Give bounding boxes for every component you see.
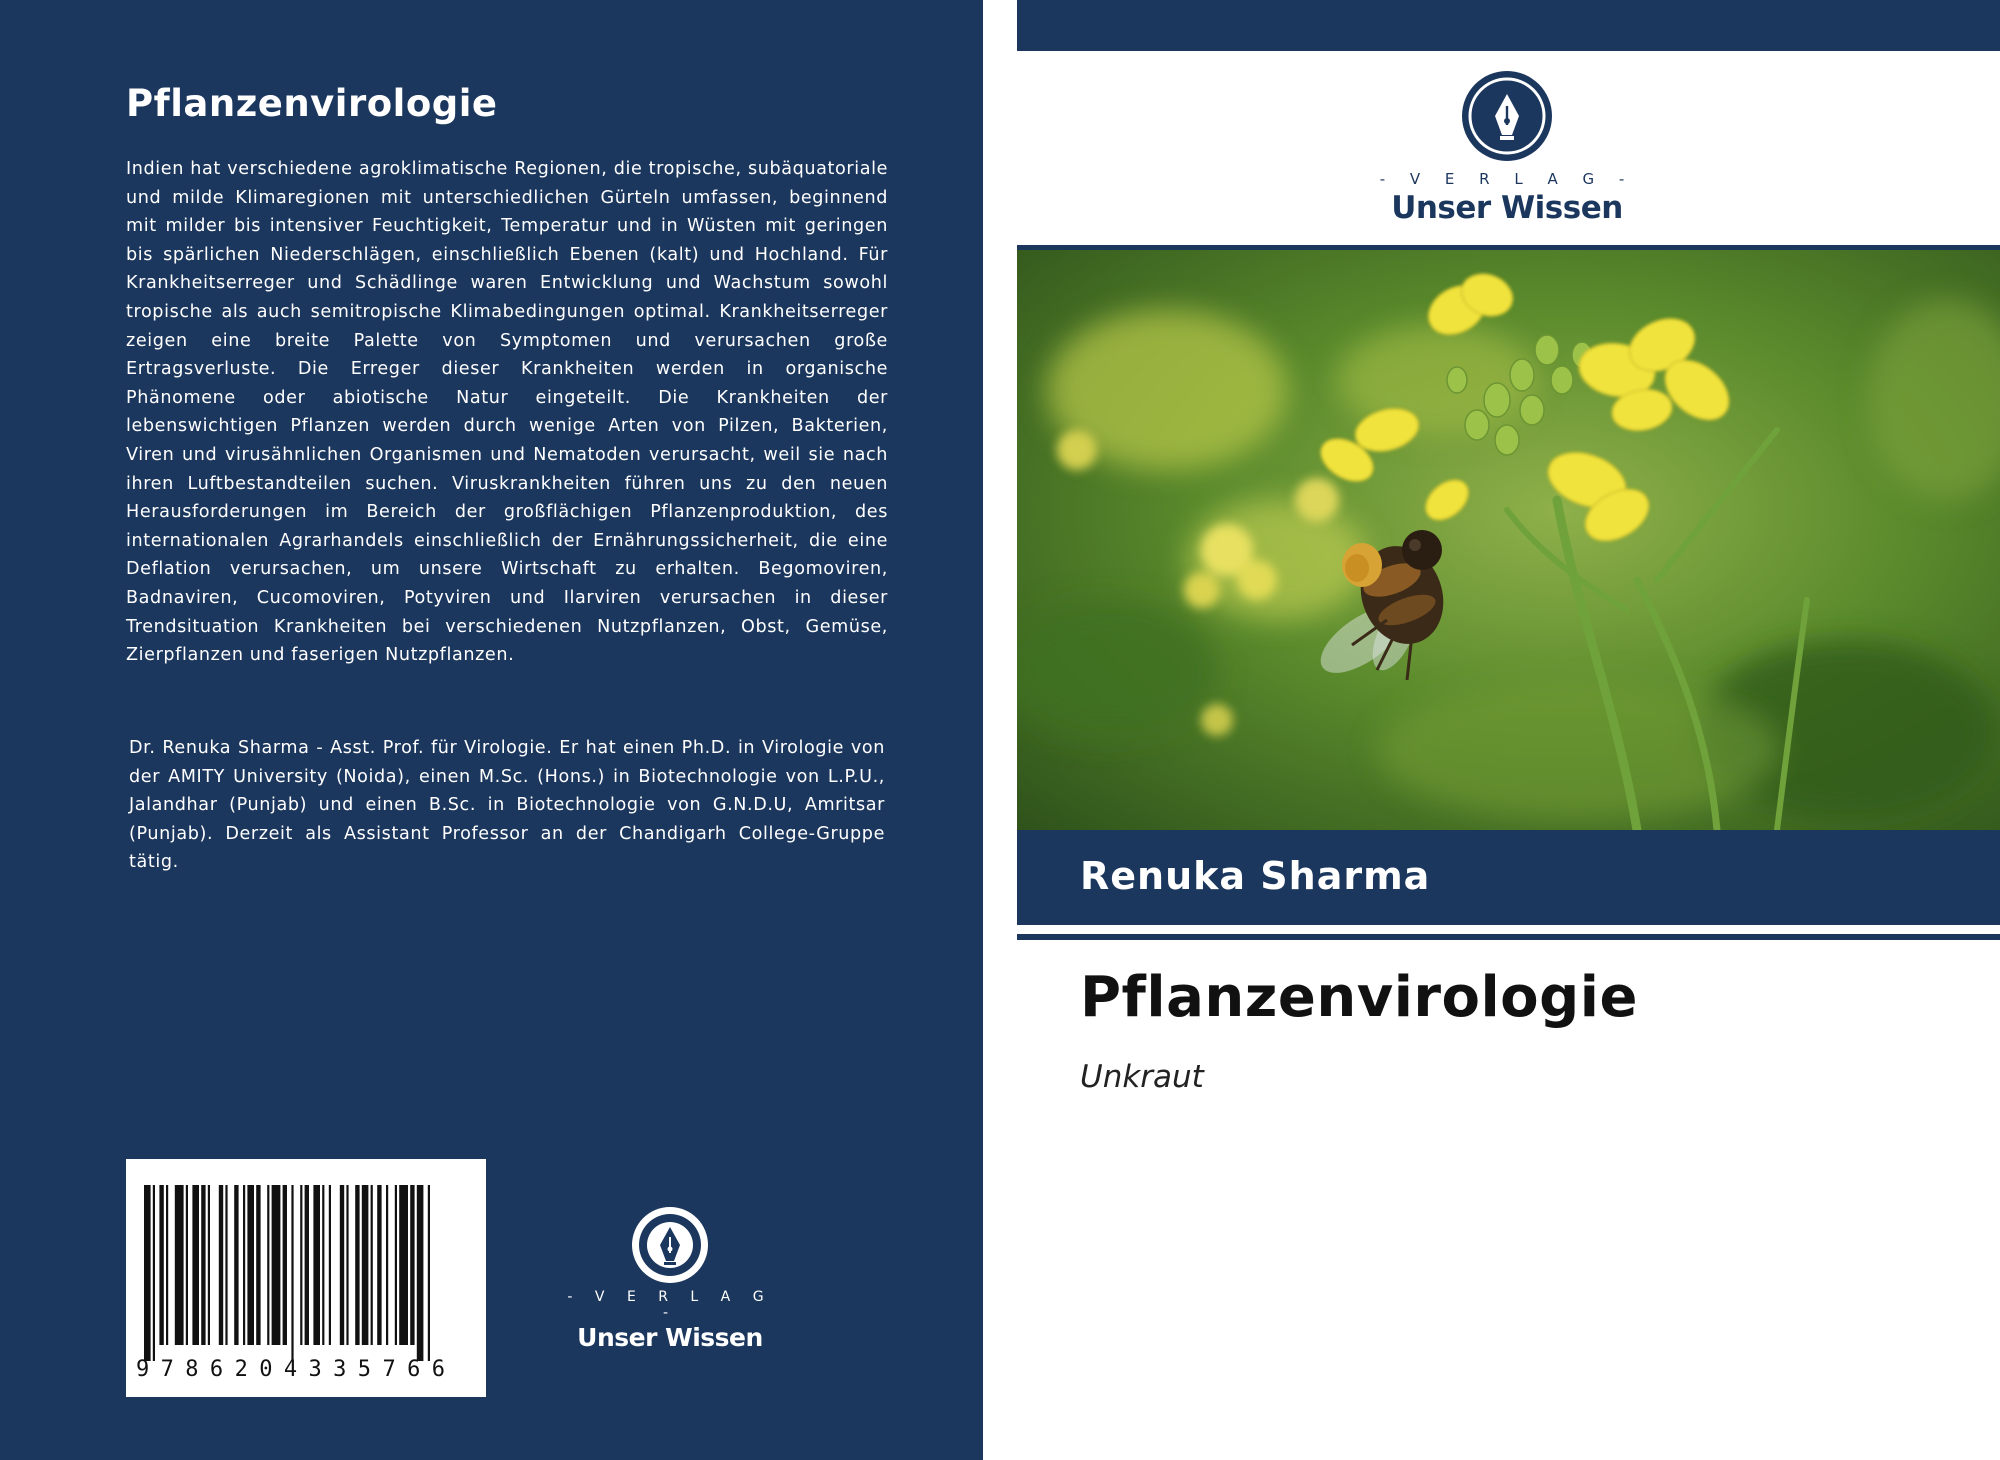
barcode-bar <box>300 1185 302 1345</box>
barcode-bar <box>399 1185 408 1345</box>
barcode-bar <box>322 1185 324 1345</box>
barcode-bar <box>346 1185 348 1345</box>
logo-verlag-text: - V E R L A G - <box>567 1289 773 1321</box>
barcode-bar <box>305 1185 309 1345</box>
logo-verlag-text: - V E R L A G - <box>1379 170 1635 188</box>
barcode-bar <box>247 1185 254 1345</box>
barcode-bar <box>208 1185 210 1345</box>
barcode-bar <box>291 1185 293 1361</box>
back-cover-blurb: Indien hat verschiedene agroklimatische Regionen, die tropische, subäquatoriale und milde Klimaregionen mit unterschiedlichen Gürteln umfassen, beginnend mit milder bis intensiver Feuchtigkeit, Temperatur und in Wüsten mit geringen bis spärlichen Niederschlägen, einschließlich Ebenen (kalt) und Hochland. Für Krankheitserreger und Schädlinge waren Entwicklung und Wachstum sowohl tropische als auch semitropische Klimabedingungen optimal. Krankheitserreger zeigen eine breite Palette von Symptomen und verursachen große Ertragsverluste. Die Erreger dieser Krankheiten werden in organische Phänomene oder abiotische Natur eingeteilt. Die Krankheiten der lebenswichtigen Pflanzen werden durch wenige Arten von Pilzen, Bakterien, Viren und virusähnlichen Organismen und Nematoden verursacht, weil sie nach ihren Luftbestandteilen suchen. Viruskrankheiten führen uns zu den neuen Herausforderungen im Bereich der großflächigen Pflanzenproduktion, des internationalen Agrarhandels einschließlich der Ernährungssicherheit, die eine Deflation verursachen, um unsere Wirtschaft zu erhalten. Begomoviren, Badnaviren, Cucomoviren, Potyviren und Ilarviren verursachen in dieser Trendsituation Krankheiten bei verschiedenen Nutzpflanzen, Obst, Gemüse, Zierpflanzen und faserigen Nutzpflanzen. <box>126 159 888 666</box>
barcode-bar <box>428 1185 430 1361</box>
author-biography: Dr. Renuka Sharma - Asst. Prof. für Virologie. Er hat einen Ph.D. in Virologie von der AMITY University (Noida), einen M.Sc. (Hons.) in Biotechnologie von L.P.U., Jalandhar (Punjab) und einen B.Sc. in Biotechnologie von G.N.D.U, Amritsar (Punjab). Derzeit als Assistant Professor an der Chandigarh College-Gruppe tätig. <box>129 738 885 873</box>
front-subtitle: Unkraut <box>1080 1059 1204 1095</box>
isbn-digits: 9786204335766 <box>136 1357 457 1382</box>
front-title: Pflanzenvirologie <box>1080 965 1638 1030</box>
barcode-bar <box>186 1185 188 1345</box>
barcode-bar <box>417 1185 424 1361</box>
barcode-bar <box>340 1185 344 1345</box>
back-cover-title: Pflanzenvirologie <box>126 82 498 125</box>
front-top-bar <box>1017 0 2000 51</box>
publisher-logo-back <box>560 1205 780 1352</box>
isbn-barcode <box>126 1159 486 1397</box>
pen-nib-seal-icon <box>630 1205 710 1285</box>
pen-nib-seal-icon <box>1461 70 1553 162</box>
front-author-name: Renuka Sharma <box>1080 854 1431 898</box>
barcode-bar <box>234 1185 238 1345</box>
barcode-bar <box>201 1185 205 1345</box>
barcode-bar <box>272 1185 281 1345</box>
author-band <box>1017 830 2000 925</box>
barcode-bar <box>219 1185 223 1345</box>
front-cover <box>1017 0 2000 1460</box>
barcode-bar <box>355 1185 359 1345</box>
barcode-bar <box>283 1185 287 1345</box>
cover-photo <box>1017 250 2000 830</box>
barcode-bar <box>243 1185 245 1345</box>
author-band-rule <box>1017 934 2000 940</box>
logo-publisher-name: Unser Wissen <box>577 1323 763 1352</box>
barcode-bar <box>192 1185 199 1345</box>
barcode-bar <box>410 1185 414 1345</box>
barcode-bar <box>371 1185 373 1345</box>
barcode-bar <box>153 1185 155 1361</box>
barcode-bar <box>175 1185 184 1345</box>
barcode-bar <box>267 1185 269 1345</box>
barcode-bar <box>144 1185 151 1361</box>
barcode-bar <box>362 1185 369 1345</box>
barcode-bar <box>329 1185 331 1345</box>
back-cover <box>0 0 983 1460</box>
barcode-bar <box>225 1185 227 1345</box>
spine <box>983 0 1017 1460</box>
barcode-bar <box>159 1185 163 1345</box>
barcode-bar <box>313 1185 320 1345</box>
logo-publisher-name: Unser Wissen <box>1391 190 1623 226</box>
publisher-logo-front <box>1357 70 1657 226</box>
bee-on-yellow-flowers-photo <box>1017 250 2000 830</box>
barcode-bar <box>395 1185 397 1345</box>
barcode-bars <box>144 1185 468 1361</box>
barcode-bar <box>386 1185 388 1345</box>
barcode-bar <box>377 1185 381 1345</box>
barcode-bar <box>166 1185 168 1345</box>
barcode-bar <box>256 1185 260 1345</box>
